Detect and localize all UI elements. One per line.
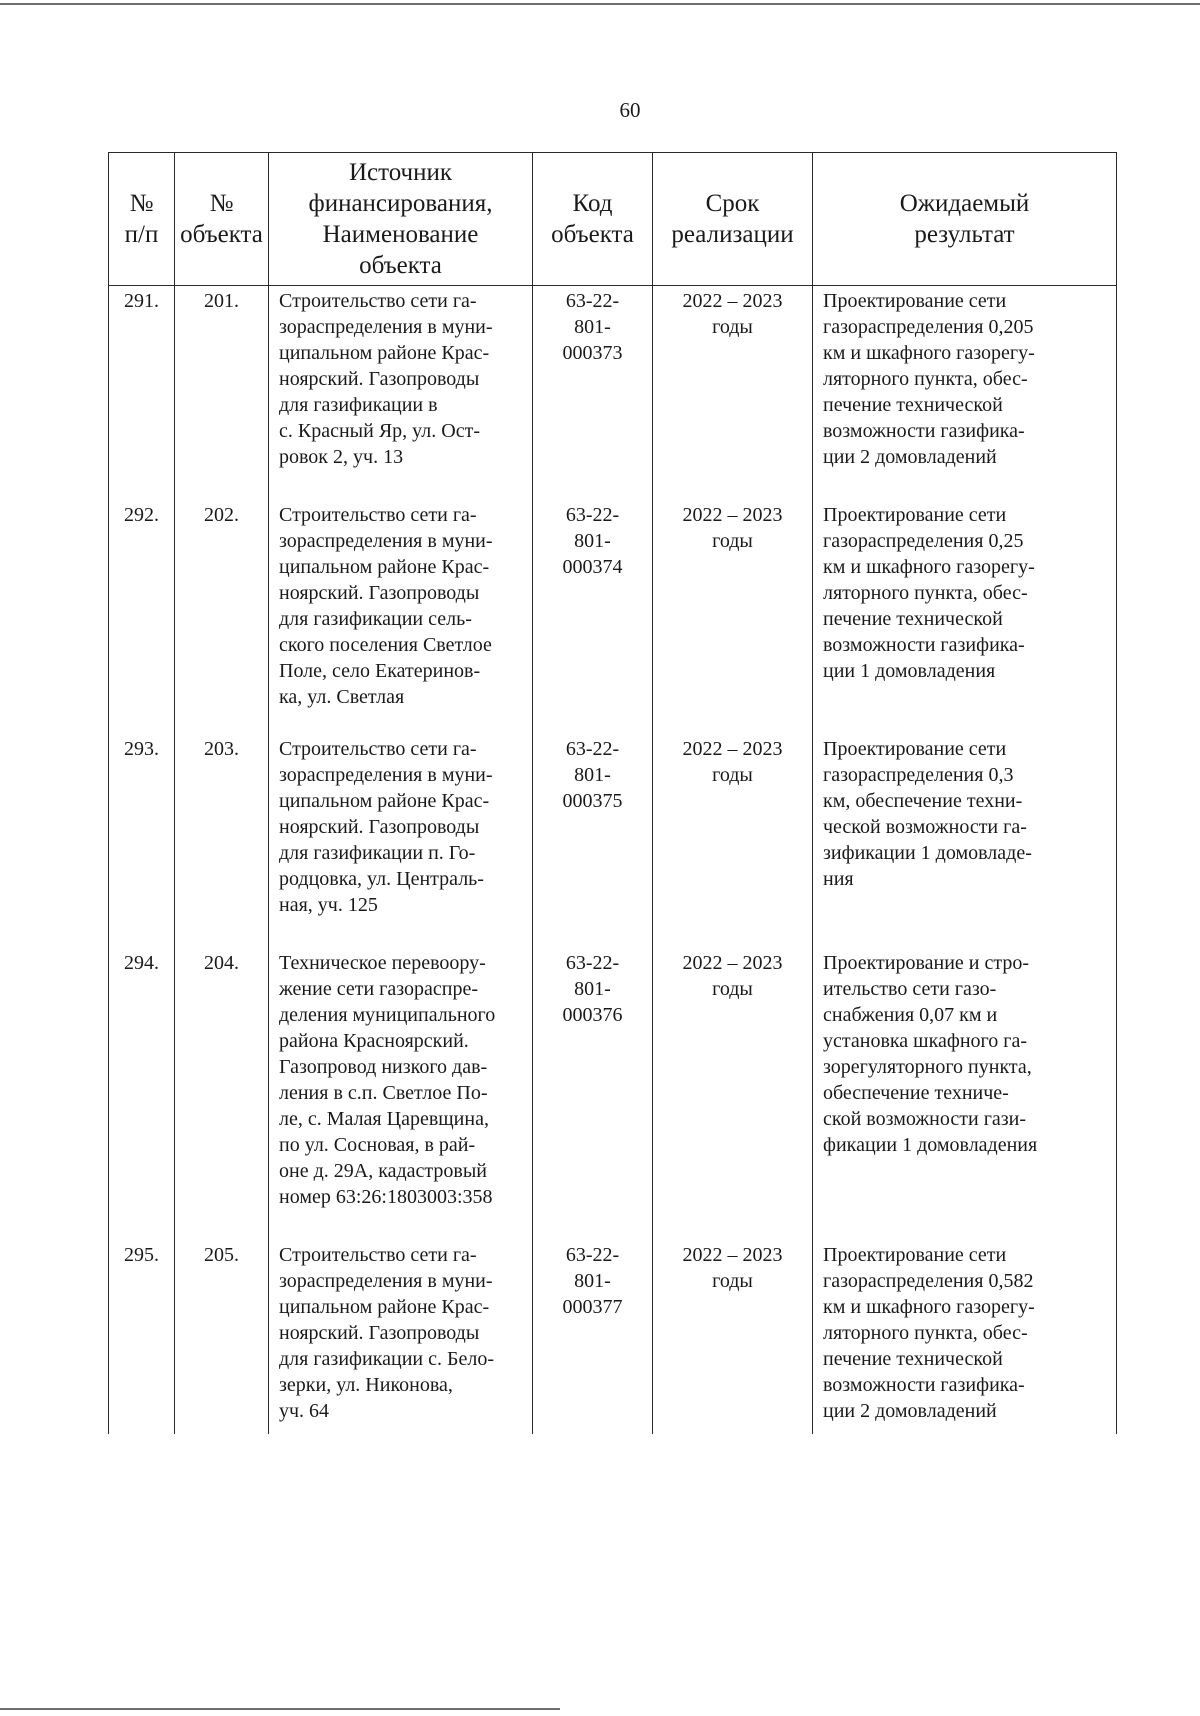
cell-num: 295. bbox=[109, 1240, 175, 1434]
cell-name: Строительство сети га- зораспределения в муни- ципальном районе Крас- ноярский. Газопроводы для газификации в с. Красный Яр, ул. Ост- ровок 2, уч. 13 bbox=[269, 286, 533, 501]
cell-object-number: 204. bbox=[175, 948, 269, 1240]
header-term: Срок реализации bbox=[653, 153, 813, 286]
header-name: Источник финансирования, Наименование объекта bbox=[269, 153, 533, 286]
cell-code: 63-22- 801- 000377 bbox=[533, 1240, 653, 1434]
cell-object-number: 201. bbox=[175, 286, 269, 501]
objects-table bbox=[108, 152, 1117, 1434]
cell-result: Проектирование сети газораспределения 0,3 км, обеспечение техни- ческой возможности га- зификации 1 домовладе- ния bbox=[813, 734, 1117, 948]
cell-code: 63-22- 801- 000375 bbox=[533, 734, 653, 948]
table-row bbox=[109, 734, 1117, 948]
header-num: № п/п bbox=[109, 153, 175, 286]
cell-name: Строительство сети га- зораспределения в муни- ципальном районе Крас- ноярский. Газопроводы для газификации п. Го- родцовка, ул. Централь- ная, уч. 125 bbox=[269, 734, 533, 948]
cell-object-number: 205. bbox=[175, 1240, 269, 1434]
cell-num: 293. bbox=[109, 734, 175, 948]
cell-term: 2022 – 2023 годы bbox=[653, 948, 813, 1240]
cell-num: 292. bbox=[109, 500, 175, 734]
cell-result: Проектирование сети газораспределения 0,25 км и шкафного газорегу- ляторного пункта, обес- печение технической возможности газифика- ции 1 домовладения bbox=[813, 500, 1117, 734]
page-number: 60 bbox=[619, 98, 641, 122]
cell-object-number: 203. bbox=[175, 734, 269, 948]
cell-term: 2022 – 2023 годы bbox=[653, 1240, 813, 1434]
cell-code: 63-22- 801- 000376 bbox=[533, 948, 653, 1240]
cell-term: 2022 – 2023 годы bbox=[653, 734, 813, 948]
scan-edge-top bbox=[0, 3, 1200, 5]
header-result: Ожидаемый результат bbox=[813, 153, 1117, 286]
cell-num: 291. bbox=[109, 286, 175, 501]
cell-term: 2022 – 2023 годы bbox=[653, 500, 813, 734]
header-object-number: № объекта bbox=[175, 153, 269, 286]
cell-name: Строительство сети га- зораспределения в муни- ципальном районе Крас- ноярский. Газопроводы для газификации с. Бело- зерки, ул. Никонова, уч. 64 bbox=[269, 1240, 533, 1434]
cell-code: 63-22- 801- 000374 bbox=[533, 500, 653, 734]
cell-object-number: 202. bbox=[175, 500, 269, 734]
cell-result: Проектирование и стро- ительство сети газо- снабжения 0,07 км и установка шкафного га- зорегуляторного пункта, обеспечение техниче- ской возможности гази- фикации 1 домовладения bbox=[813, 948, 1117, 1240]
scan-edge-bottom bbox=[0, 1708, 560, 1710]
header-code: Код объекта bbox=[533, 153, 653, 286]
cell-term: 2022 – 2023 годы bbox=[653, 286, 813, 501]
cell-name: Строительство сети га- зораспределения в муни- ципальном районе Крас- ноярский. Газопроводы для газификации сель- ского поселения Светлое Поле, село Екатеринов- ка, ул. Светлая bbox=[269, 500, 533, 734]
table-header bbox=[109, 153, 1117, 286]
table-row bbox=[109, 948, 1117, 1240]
table-row bbox=[109, 500, 1117, 734]
table-row bbox=[109, 1240, 1117, 1434]
cell-result: Проектирование сети газораспределения 0,205 км и шкафного газорегу- ляторного пункта, обес- печение технической возможности газифика- ции 2 домовладений bbox=[813, 286, 1117, 501]
cell-name: Техническое перевоору- жение сети газораспре- деления муниципального района Красноярский. Газопровод низкого дав- ления в с.п. Светлое По- ле, с. Малая Царевщина, по ул. Сосновая, в рай- оне д. 29А, кадастровый номер 63:26:1803003:358 bbox=[269, 948, 533, 1240]
table-row bbox=[109, 286, 1117, 501]
cell-code: 63-22- 801- 000373 bbox=[533, 286, 653, 501]
cell-num: 294. bbox=[109, 948, 175, 1240]
cell-result: Проектирование сети газораспределения 0,582 км и шкафного газорегу- ляторного пункта, обес- печение технической возможности газифика- ции 2 домовладений bbox=[813, 1240, 1117, 1434]
